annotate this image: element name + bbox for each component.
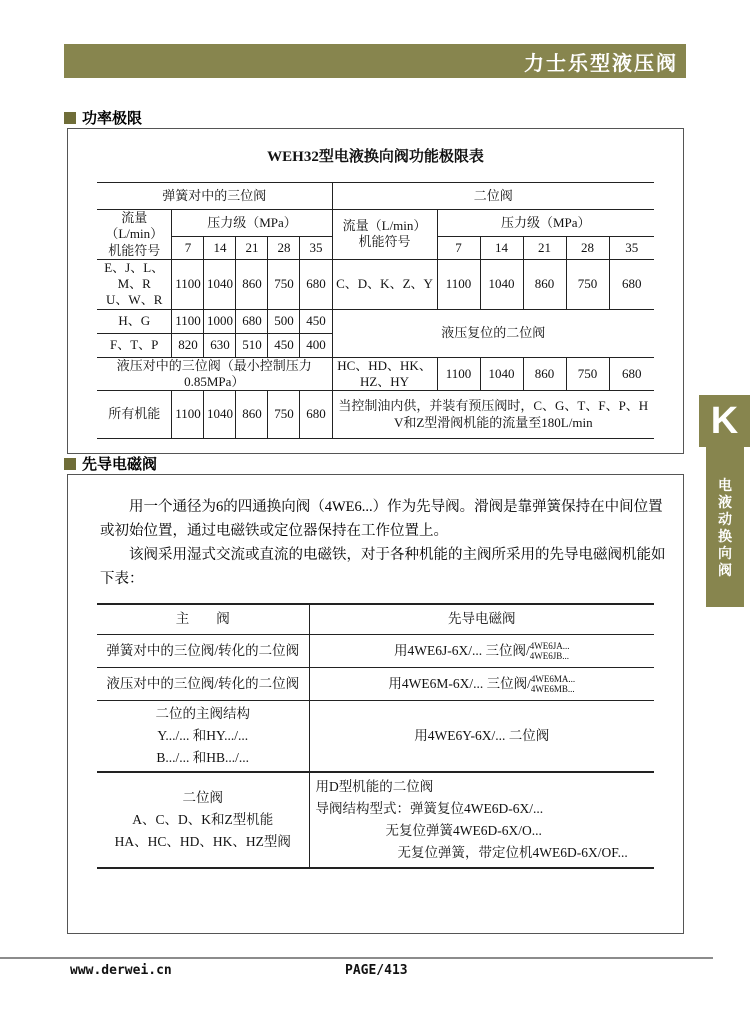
banner-title: 力士乐型液压阀 xyxy=(524,52,678,75)
cell-line: 二位阀 xyxy=(182,790,223,805)
tick-cell: 14 xyxy=(480,237,523,259)
page-banner xyxy=(64,44,686,78)
chapter-letter: K xyxy=(710,400,739,442)
vertical-char: 电 xyxy=(718,476,732,493)
table-row xyxy=(97,309,654,333)
table-row xyxy=(97,604,654,634)
table-row xyxy=(97,391,654,439)
note-line: V和Z型滑阀机能的流量至180L/min xyxy=(393,414,593,430)
func-codes-cell: F、T、P xyxy=(97,333,172,357)
tick-cell: 28 xyxy=(268,237,300,259)
value-cell: 680 xyxy=(300,259,332,309)
footer-website: www.derwei.cn xyxy=(70,963,172,978)
tick-cell: 28 xyxy=(566,237,609,259)
value-cell: 680 xyxy=(609,259,654,309)
tick-cell: 35 xyxy=(609,237,654,259)
pilot-valve-panel xyxy=(67,474,684,934)
vertical-char: 液 xyxy=(718,493,732,510)
value-cell: 1040 xyxy=(204,391,236,439)
pilot-valve-cell xyxy=(309,772,654,868)
power-limits-panel xyxy=(67,128,684,454)
paragraph-line: 或初始位置，通过电磁铁或定位器保持在工作位置上。 xyxy=(100,523,448,539)
table-row xyxy=(97,183,654,210)
main-valve-cell: 弹簧对中的三位阀/转化的二位阀 xyxy=(97,634,309,667)
value-cell: 450 xyxy=(268,333,300,357)
cell-line: 导阀结构型式：弹簧复位4WE6D-6X/... xyxy=(315,801,544,816)
main-valve-cell xyxy=(97,700,309,772)
value-cell: 750 xyxy=(566,357,609,391)
main-valve-cell: 液压对中的三位阀/转化的二位阀 xyxy=(97,667,309,700)
chapter-tab-vertical-label xyxy=(706,447,744,607)
pilot-valve-header: 先导电磁阀 xyxy=(309,604,654,634)
pilot-valve-cell xyxy=(309,634,654,667)
value-cell: 750 xyxy=(566,259,609,309)
cell-line: 用D型机能的二位阀 xyxy=(315,779,434,794)
vertical-char: 换 xyxy=(718,527,732,544)
flow-func-header-right xyxy=(332,210,437,260)
value-cell: 1100 xyxy=(172,309,204,333)
main-valve-header: 主 阀 xyxy=(97,604,309,634)
merged-note-cell xyxy=(332,391,654,439)
pressure-header-left: 压力级（MPa） xyxy=(172,210,332,237)
value-cell: 680 xyxy=(236,309,268,333)
model-bottom: 4WE6JB... xyxy=(529,651,569,662)
table-row xyxy=(97,357,654,391)
vertical-char: 向 xyxy=(718,544,732,561)
vertical-char: 动 xyxy=(718,510,732,527)
tick-cell: 35 xyxy=(300,237,332,259)
pilot-valve-cell: 用4WE6Y-6X/... 二位阀 xyxy=(309,700,654,772)
pilot-valve-table xyxy=(97,603,654,869)
cell-line: A、C、D、K和Z型机能 xyxy=(132,812,274,827)
note-line: 当控制油内供，并装有预压阀时，C、G、T、F、P、H xyxy=(338,398,649,414)
square-bullet-icon xyxy=(64,458,76,470)
cell-line: HA、HC、HD、HK、HZ型阀 xyxy=(114,834,291,849)
value-cell: 1100 xyxy=(437,259,480,309)
power-limits-table xyxy=(97,182,654,439)
model-bottom: 4WE6MB... xyxy=(530,684,575,695)
body-paragraphs xyxy=(100,495,666,591)
value-cell: 1040 xyxy=(480,357,523,391)
func-codes-cell xyxy=(97,259,172,309)
value-cell: 500 xyxy=(268,309,300,333)
cell-line: B.../... 和HB.../... xyxy=(156,749,250,765)
value-cell: 400 xyxy=(300,333,332,357)
merged-note-cell: 液压复位的二位阀 xyxy=(332,309,654,357)
value-cell: 860 xyxy=(236,391,268,439)
value-cell: 1100 xyxy=(172,259,204,309)
model-stack xyxy=(530,641,570,661)
func-codes-cell: HC、HD、HK、HZ、HY xyxy=(332,357,437,391)
value-cell: 820 xyxy=(172,333,204,357)
table-row xyxy=(97,210,654,237)
square-bullet-icon xyxy=(64,112,76,124)
func-codes-cell: H、G xyxy=(97,309,172,333)
value-cell: 1100 xyxy=(172,391,204,439)
cell-line: Y.../... 和HY.../... xyxy=(157,727,249,743)
vertical-char: 阀 xyxy=(718,561,732,578)
table-row xyxy=(97,772,654,868)
tick-cell: 21 xyxy=(523,237,566,259)
main-valve-cell xyxy=(97,772,309,868)
table1-title: WEH32型电液换向阀功能极限表 xyxy=(267,149,484,165)
section1-heading xyxy=(64,107,142,128)
value-cell: 750 xyxy=(268,259,300,309)
model-top: 4WE6JA... xyxy=(529,641,570,652)
pilot-valve-cell xyxy=(309,667,654,700)
value-cell: 860 xyxy=(236,259,268,309)
func-codes-line: E、J、L、M、R xyxy=(104,259,165,291)
func-codes-line: U、W、R xyxy=(106,292,163,308)
chapter-tab xyxy=(699,395,750,447)
paragraph-line: 下表： xyxy=(100,571,144,587)
flow-label: 流量（L/min） xyxy=(105,210,164,242)
value-cell: 510 xyxy=(236,333,268,357)
func-codes-cell: C、D、K、Z、Y xyxy=(332,259,437,309)
value-cell: 680 xyxy=(609,357,654,391)
tick-cell: 7 xyxy=(172,237,204,259)
footer-divider xyxy=(0,957,713,959)
value-cell: 750 xyxy=(268,391,300,439)
value-cell: 1000 xyxy=(204,309,236,333)
pilot-valve-text: 用4WE6M-6X/... 三位阀/ xyxy=(388,675,531,691)
cell-line: 无复位弹簧4WE6D-6X/O... xyxy=(385,823,542,838)
model-stack xyxy=(531,674,575,694)
value-cell: 860 xyxy=(523,259,566,309)
pilot-valve-text: 用4WE6J-6X/... 三位阀/ xyxy=(394,642,530,658)
func-label: 机能符号 xyxy=(358,234,411,250)
value-cell: 1100 xyxy=(437,357,480,391)
group-header-right: 二位阀 xyxy=(332,183,654,210)
merged-note-cell: 液压对中的三位阀（最小控制压力0.85MPa） xyxy=(97,357,332,391)
table-row xyxy=(97,634,654,667)
func-codes-cell: 所有机能 xyxy=(97,391,172,439)
section2-heading xyxy=(64,453,157,474)
table-row xyxy=(97,700,654,772)
value-cell: 1040 xyxy=(204,259,236,309)
tick-cell: 7 xyxy=(437,237,480,259)
section1-heading-label: 功率极限 xyxy=(82,110,143,127)
value-cell: 1040 xyxy=(480,259,523,309)
group-header-left: 弹簧对中的三位阀 xyxy=(97,183,332,210)
tick-cell: 14 xyxy=(204,237,236,259)
value-cell: 630 xyxy=(204,333,236,357)
value-cell: 860 xyxy=(523,357,566,391)
value-cell: 450 xyxy=(300,309,332,333)
flow-func-header-left xyxy=(97,210,172,260)
table-row xyxy=(97,667,654,700)
value-cell: 680 xyxy=(300,391,332,439)
cell-line: 无复位弹簧，带定位机4WE6D-6X/OF... xyxy=(397,845,628,860)
pressure-header-right: 压力级（MPa） xyxy=(437,210,654,237)
tick-cell: 21 xyxy=(236,237,268,259)
paragraph-line: 该阀采用湿式交流或直流的电磁铁，对于各种机能的主阀所采用的先导电磁阀机能如 xyxy=(129,547,666,563)
section2-heading-label: 先导电磁阀 xyxy=(82,456,158,473)
table-row xyxy=(97,259,654,309)
func-label: 机能符号 xyxy=(108,242,161,258)
cell-line: 二位的主阀结构 xyxy=(155,705,250,721)
model-top: 4WE6MA... xyxy=(530,674,576,685)
flow-label: 流量（L/min） xyxy=(342,218,427,234)
paragraph-line: 用一个通径为6的四通换向阀（4WE6...）作为先导阀。滑阀是靠弹簧保持在中间位置 xyxy=(129,499,663,515)
footer-page-number: PAGE/413 xyxy=(345,963,408,978)
